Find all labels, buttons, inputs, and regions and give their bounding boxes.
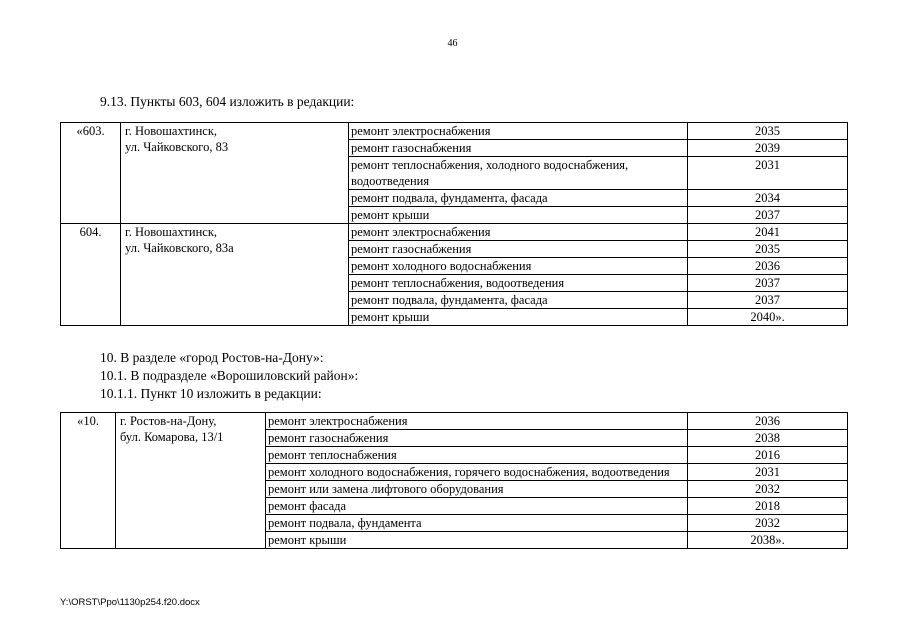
work-type-cell: ремонт теплоснабжения, холодного водоснабжения, водоотведения	[349, 157, 688, 190]
table-row	[61, 224, 848, 241]
year-cell: 2016	[688, 447, 848, 464]
address-line-2: ул. Чайковского, 83	[125, 140, 229, 154]
work-type-cell: ремонт газоснабжения	[349, 241, 688, 258]
year-cell: 2032	[688, 515, 848, 532]
item-number: «603.	[61, 123, 121, 224]
address-cell	[116, 413, 266, 549]
work-type-cell: ремонт теплоснабжения, водоотведения	[349, 275, 688, 292]
year-cell: 2036	[688, 413, 848, 430]
address-line-2: бул. Комарова, 13/1	[120, 430, 224, 444]
table-603-604	[60, 122, 848, 326]
year-cell: 2018	[688, 498, 848, 515]
table-point-10	[60, 412, 848, 549]
address-line-2: ул. Чайковского, 83а	[125, 241, 234, 255]
page-number: 46	[447, 38, 458, 49]
address-cell	[121, 123, 349, 224]
item-number: «10.	[61, 413, 116, 549]
year-cell: 2036	[688, 258, 848, 275]
table-row	[61, 123, 848, 140]
address-line-1: г. Новошахтинск,	[125, 124, 218, 138]
work-type-cell: ремонт фасада	[266, 498, 688, 515]
paragraph-10-1-1: 10.1.1. Пункт 10 изложить в редакции:	[100, 386, 322, 401]
work-type-cell: ремонт подвала, фундамента	[266, 515, 688, 532]
work-type-cell: ремонт электроснабжения	[266, 413, 688, 430]
year-cell: 2032	[688, 481, 848, 498]
item-number: 604.	[61, 224, 121, 326]
work-type-cell: ремонт крыши	[266, 532, 688, 549]
work-type-cell: ремонт крыши	[349, 207, 688, 224]
address-line-1: г. Новошахтинск,	[125, 225, 218, 239]
address-line-1: г. Ростов-на-Дону,	[120, 414, 217, 428]
paragraph-10: 10. В разделе «город Ростов-на-Дону»:	[100, 350, 324, 365]
work-type-cell: ремонт газоснабжения	[349, 140, 688, 157]
work-type-cell: ремонт электроснабжения	[349, 224, 688, 241]
year-cell: 2040».	[688, 309, 848, 326]
year-cell: 2037	[688, 292, 848, 309]
address-cell	[121, 224, 349, 326]
work-type-cell: ремонт подвала, фундамента, фасада	[349, 190, 688, 207]
year-cell: 2037	[688, 275, 848, 292]
year-cell: 2038	[688, 430, 848, 447]
paragraph-10-1: 10.1. В подразделе «Ворошиловский район»:	[100, 368, 359, 383]
year-cell: 2031	[688, 157, 848, 190]
work-type-cell: ремонт холодного водоснабжения	[349, 258, 688, 275]
table-row	[61, 413, 848, 430]
work-type-cell: ремонт подвала, фундамента, фасада	[349, 292, 688, 309]
work-type-cell: ремонт электроснабжения	[349, 123, 688, 140]
year-cell: 2039	[688, 140, 848, 157]
work-type-cell: ремонт или замена лифтового оборудования	[266, 481, 688, 498]
work-type-cell: ремонт холодного водоснабжения, горячего водоснабжения, водоотведения	[266, 464, 688, 481]
work-type-cell: ремонт крыши	[349, 309, 688, 326]
year-cell: 2031	[688, 464, 848, 481]
year-cell: 2038».	[688, 532, 848, 549]
year-cell: 2034	[688, 190, 848, 207]
year-cell: 2041	[688, 224, 848, 241]
file-path-footer: Y:\ORST\Ppo\1130p254.f20.docx	[60, 597, 200, 608]
year-cell: 2035	[688, 123, 848, 140]
paragraph-9-13: 9.13. Пункты 603, 604 изложить в редакции:	[100, 94, 355, 109]
year-cell: 2037	[688, 207, 848, 224]
year-cell: 2035	[688, 241, 848, 258]
work-type-cell: ремонт теплоснабжения	[266, 447, 688, 464]
work-type-cell: ремонт газоснабжения	[266, 430, 688, 447]
